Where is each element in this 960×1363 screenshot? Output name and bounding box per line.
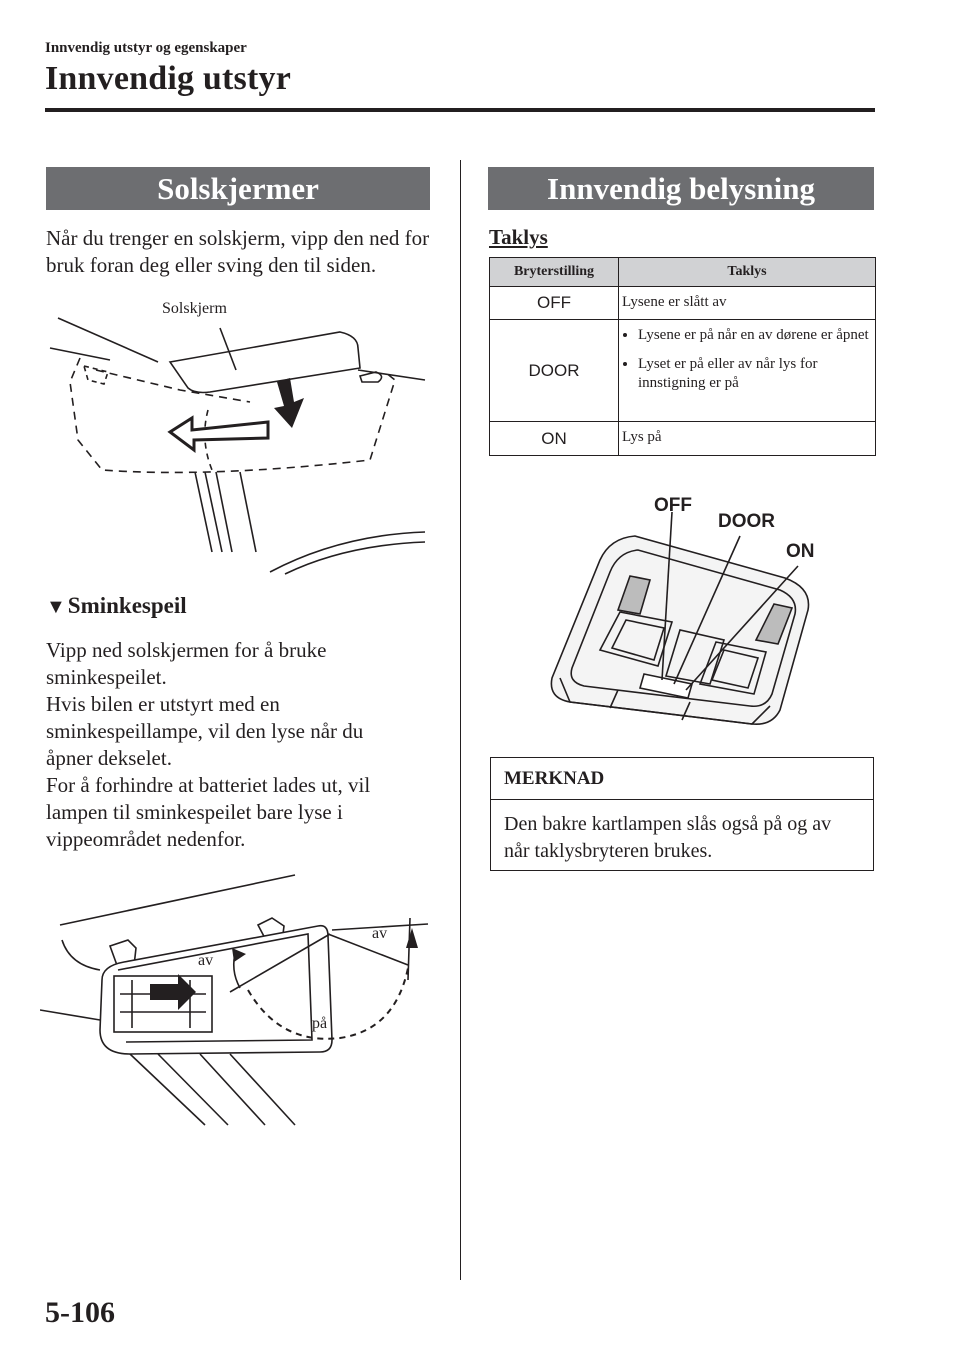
note-heading: MERKNAD [491,758,873,800]
table-row [490,287,876,320]
table-header: Bryterstilling [490,258,619,287]
triangle-marker-icon: ▼ [46,596,66,618]
chapter-title: Innvendig utstyr og egenskaper [45,40,247,56]
table-header: Taklys [619,258,876,287]
note-text: Den bakre kartlampen slås også på og av når taklysbryteren brukes. [504,813,832,862]
sunvisor-intro: Når du trenger en solskjerm, vipp den ned for bruk foran deg eller sving den til siden. [46,226,430,277]
light-state: Lys på [619,422,876,456]
column-divider [460,160,461,1280]
table-row [490,422,876,456]
taklys-heading: Taklys [489,225,548,249]
label-off-right: av [372,925,388,942]
sun-visor-illustration [40,290,440,575]
table-header-row [490,258,876,287]
table-row [490,320,876,422]
note-box [490,757,874,871]
vanity-mirror-text [46,637,446,853]
switch-position: DOOR [490,320,619,422]
switch-position: ON [490,422,619,456]
section-banner-solskjermer: Solskjermer [46,167,430,210]
text-line: Vipp ned solskjermen for å bruke [46,638,327,662]
text-line: Hvis bilen er utstyrt med en [46,692,280,716]
text-line: For å forhindre at batteriet lades ut, vil [46,773,371,797]
text-line: lampen til sminkespeilet bare lyse i [46,800,343,824]
text-line: vippeområdet nedenfor. [46,827,246,851]
text-line: sminkespeilet. [46,665,167,689]
light-state: Lysene er slått av [619,287,876,320]
label-off-left: av [198,952,214,969]
page-title: Innvendig utstyr [45,60,291,97]
list-item: • Lyset er på eller av når lys for innstigning er på [638,355,871,393]
text-line: sminkespeillampe, vil den lyse når du [46,719,364,743]
switch-position-table [489,257,876,456]
page-number: 5-106 [45,1296,115,1329]
callout-on: ON [786,541,815,562]
callout-door: DOOR [718,511,775,532]
overhead-light-illustration [540,480,850,740]
label-on: på [312,1015,328,1032]
section-banner-innvendig-belysning: Innvendig belysning [488,167,874,210]
vanity-mirror-illustration [40,870,440,1135]
text-line: åpner dekselet. [46,746,172,770]
sun-visor-label: Solskjerm [162,300,227,317]
header-rule [45,108,875,112]
vanity-mirror-heading-text: Sminkespeil [67,593,187,618]
list-item: • Lysene er på når en av dørene er åpnet [638,326,871,345]
callout-off: OFF [654,495,692,516]
vanity-mirror-heading [46,593,187,619]
switch-position: OFF [490,287,619,320]
light-state [619,320,876,422]
